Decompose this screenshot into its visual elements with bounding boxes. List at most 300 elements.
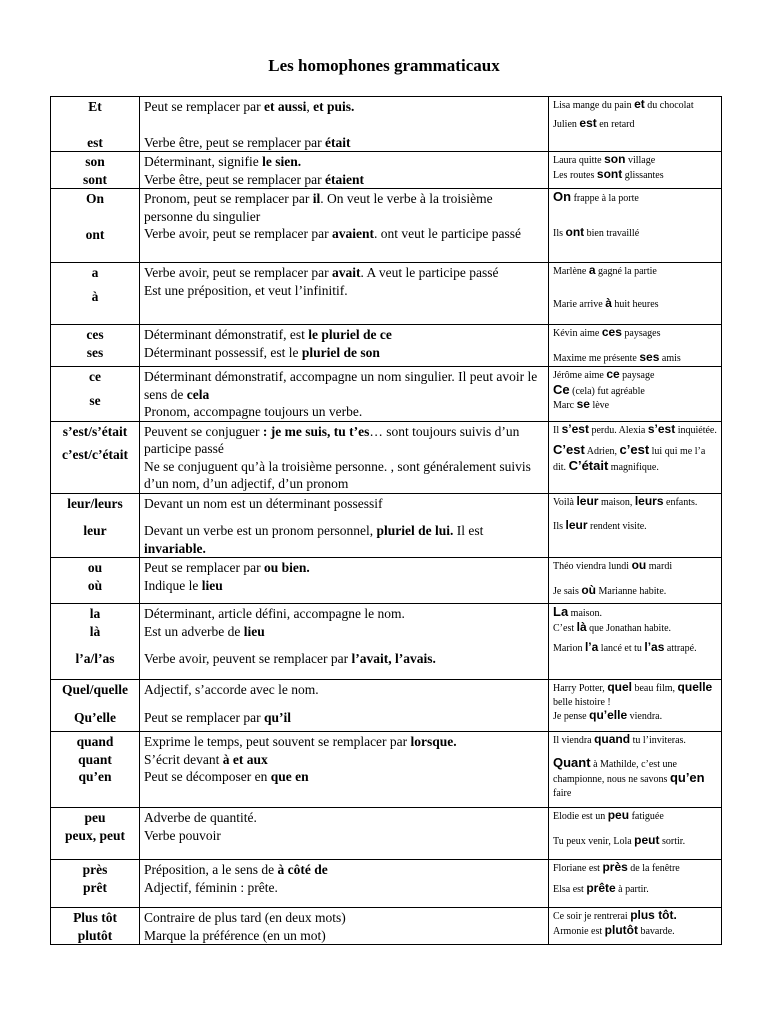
definition-line [144, 326, 544, 344]
definition-line [144, 495, 544, 513]
example-line [553, 368, 717, 383]
text-run: Ils [553, 521, 566, 532]
text-run: faire [553, 787, 572, 799]
text-run: Les routes [553, 169, 597, 181]
example-line [553, 559, 717, 574]
example-cell [549, 558, 722, 604]
text-run: Julien [553, 118, 580, 130]
example-cell [549, 860, 722, 908]
highlighted-word: le pluriel de ce [308, 327, 392, 342]
definition-cell [140, 97, 549, 152]
example-line [553, 423, 717, 438]
highlighted-word: peut [634, 832, 660, 847]
text-run: Devant un verbe est un pronom personnel, [144, 523, 377, 538]
example-line [553, 756, 717, 801]
homophone-word: On [85, 191, 104, 206]
highlighted-word: plus tôt. [630, 908, 677, 922]
homophone-word: ou [87, 560, 103, 575]
text-run: Peut se décomposer en [144, 769, 271, 784]
definition-cell [140, 263, 549, 325]
highlighted-word: sont [596, 166, 623, 181]
definition-cell [140, 325, 549, 367]
highlighted-word: peu [607, 808, 630, 822]
homophone-word: qu’en [78, 769, 112, 784]
table-row [51, 97, 722, 152]
example-cell [549, 263, 722, 325]
page-title: Les homophones grammaticaux [268, 56, 500, 75]
definition-line [144, 153, 544, 171]
example-line [553, 383, 717, 399]
text-run: lève [589, 400, 610, 411]
table-row [51, 908, 722, 945]
definition-line [144, 368, 544, 403]
table-row [51, 493, 722, 558]
definition-line [144, 909, 544, 927]
text-run: attrapé. [664, 643, 697, 654]
example-line [553, 98, 717, 113]
text-run: lancé et tu [598, 643, 645, 654]
highlighted-word: invariable. [144, 540, 206, 556]
word-cell [51, 421, 140, 493]
text-run: Il est [453, 523, 484, 538]
text-run: Ne se conjuguent qu’à la troisième personne. , sont généralement suivis d’un nom, d’un adjectif, d’un pronom [144, 458, 531, 491]
example-line [553, 809, 717, 824]
example-line [553, 495, 717, 510]
highlighted-word: lieu [243, 623, 265, 639]
example-line [553, 398, 717, 413]
text-run: . On veut le verbe à la troisième personne du singulier [144, 191, 493, 224]
example-line [553, 709, 717, 724]
highlighted-word: que en [270, 769, 309, 784]
highlighted-word: là [576, 619, 587, 634]
text-run: Déterminant démonstratif, accompagne un nom singulier. Il peut avoir le sens de [144, 369, 538, 402]
definition-line [144, 423, 544, 458]
example-line [553, 924, 717, 939]
text-run: Marianne habite. [596, 585, 667, 597]
example-line [553, 605, 717, 621]
highlighted-word: La [553, 604, 569, 619]
homophone-word: sont [82, 171, 107, 187]
definition-cell [140, 732, 549, 808]
definition-line [144, 264, 544, 282]
word-cell [51, 808, 140, 860]
text-run: Est une préposition, et veut l’infinitif. [144, 282, 348, 298]
text-run: perdu. Alexia [588, 424, 648, 436]
homophone-word: à [91, 288, 99, 304]
text-run: Pronom, peut se remplacer par [144, 191, 313, 206]
example-line [553, 733, 717, 748]
text-run: enfants. [663, 496, 698, 508]
highlighted-word: ces [601, 325, 622, 339]
homophone-word: c’est/c’était [62, 447, 128, 462]
definition-line [144, 927, 544, 945]
highlighted-word: l’a [584, 640, 599, 654]
text-run: glissantes [622, 169, 664, 181]
text-run: Lisa mange du pain [553, 100, 635, 111]
definition-line [144, 559, 544, 577]
text-run: mardi [646, 561, 673, 572]
text-run: Pronom, accompagne toujours un verbe. [144, 404, 363, 419]
highlighted-word: ou [631, 558, 647, 572]
table-row [51, 421, 722, 493]
definition-line [144, 768, 544, 786]
highlighted-word: : je me suis, tu t’es [262, 423, 370, 439]
text-run: Je sais [553, 585, 582, 597]
example-line [553, 681, 717, 709]
highlighted-word: quel [607, 680, 632, 694]
homophone-word: l’a/l’as [75, 651, 115, 666]
text-run: . ont veut le participe passé [374, 226, 521, 241]
definition-line [144, 861, 544, 879]
definition-line [144, 809, 544, 827]
text-run: viendra. [627, 711, 663, 722]
text-run: Marque la préférence (en un mot) [144, 927, 326, 943]
definition-line [144, 98, 544, 116]
text-run: de la fenêtre [627, 863, 680, 874]
example-line [553, 297, 717, 312]
definition-cell [140, 189, 549, 263]
word-cell [51, 189, 140, 263]
word-cell [51, 732, 140, 808]
word-cell [51, 97, 140, 152]
text-run: belle histoire ! [553, 696, 611, 708]
homophone-word: a [91, 265, 99, 280]
definition-cell [140, 680, 549, 732]
text-run: Tu peux venir, Lola [553, 835, 635, 847]
example-cell [549, 97, 722, 152]
definition-line [144, 650, 544, 668]
definition-line [144, 827, 544, 845]
highlighted-word: ses [639, 349, 660, 364]
highlighted-word: s’est [561, 421, 589, 436]
definition-line [144, 522, 544, 557]
example-cell [549, 604, 722, 680]
definition-line [144, 709, 544, 727]
highlighted-word: s’est [647, 421, 676, 436]
text-run: lui qui me l’a dit. [553, 446, 706, 473]
highlighted-word: ont [565, 224, 585, 239]
definition-cell [140, 367, 549, 422]
text-run: huit heures [611, 298, 659, 310]
text-run: inquiétée. [675, 424, 717, 436]
homophone-word: plutôt [77, 927, 113, 943]
text-run: Devant un nom est un déterminant possessif [144, 495, 383, 511]
highlighted-word: et aussi [263, 99, 307, 114]
word-cell [51, 860, 140, 908]
table-row [51, 152, 722, 189]
text-run: paysages [621, 328, 661, 339]
highlighted-word: et puis. [313, 99, 355, 114]
text-run: Adrien, [584, 446, 620, 457]
text-run: Verbe avoir, peut se remplacer par [144, 226, 332, 241]
highlighted-word: à côté de [277, 862, 328, 877]
example-line [553, 861, 717, 876]
highlighted-word: c’est [619, 442, 650, 457]
homophone-word: Qu’elle [74, 709, 116, 725]
highlighted-word: à [605, 295, 612, 310]
highlighted-word: pluriel de son [301, 344, 380, 360]
definition-cell [140, 152, 549, 189]
homophone-word: prêt [83, 879, 107, 895]
homophone-word: peu [84, 810, 106, 825]
text-run: frappe à la porte [571, 193, 639, 204]
text-run: Marie arrive [553, 298, 606, 310]
text-run: . A veut le participe passé [360, 265, 499, 280]
definition-line [144, 403, 544, 421]
example-line [553, 326, 717, 341]
example-cell [549, 493, 722, 558]
example-cell [549, 367, 722, 422]
definition-line [144, 733, 544, 751]
homophone-word: peux, peut [64, 827, 125, 843]
text-run: Maxime me présente [553, 352, 640, 364]
table-row [51, 263, 722, 325]
text-run: Verbe avoir, peut se remplacer par [144, 265, 332, 280]
definition-cell [140, 493, 549, 558]
definition-cell [140, 421, 549, 493]
table-row [51, 604, 722, 680]
highlighted-word: quelle [677, 680, 713, 694]
highlighted-word: a [588, 263, 596, 277]
example-line [553, 519, 717, 534]
text-run: Marlène [553, 266, 589, 277]
highlighted-word: Quant [553, 754, 591, 770]
text-run: Kévin aime [553, 328, 602, 339]
definition-line [144, 282, 544, 300]
highlighted-word: lorsque. [410, 734, 457, 749]
example-cell [549, 680, 722, 732]
table-row [51, 808, 722, 860]
text-run: Peut se remplacer par [144, 560, 264, 575]
text-run: bien travaillé [584, 227, 640, 239]
homophone-word: son [85, 154, 105, 169]
example-line [553, 226, 717, 241]
text-run: paysage [619, 370, 655, 381]
table-row [51, 367, 722, 422]
table-row [51, 558, 722, 604]
table-row [51, 860, 722, 908]
definition-line [144, 225, 544, 243]
homophone-word: ce [89, 369, 101, 384]
text-run: tu l’inviteras. [630, 735, 686, 746]
word-cell [51, 680, 140, 732]
highlighted-word: son [604, 152, 626, 166]
text-run: Préposition, a le sens de [144, 862, 278, 877]
definition-line [144, 751, 544, 769]
text-run: Marion [553, 643, 585, 654]
highlighted-word: pluriel de lui. [376, 523, 454, 538]
example-cell [549, 732, 722, 808]
example-line [553, 168, 717, 183]
text-run: Exprime le temps, peut souvent se remplacer par [144, 734, 411, 749]
text-run: en retard [596, 118, 635, 130]
definition-line [144, 605, 544, 623]
text-run: rendent visite. [587, 521, 647, 532]
highlighted-word: l’avait, l’avais. [351, 651, 436, 666]
text-run: Verbe être, peut se remplacer par [144, 134, 326, 150]
text-run: du chocolat [644, 100, 694, 111]
definition-line [144, 681, 544, 699]
homophone-word: quand [76, 734, 114, 749]
definition-line [144, 623, 544, 641]
text-run: maison. [568, 608, 603, 619]
text-run: , [306, 99, 314, 114]
text-run: (cela) fut agréable [569, 385, 645, 397]
text-run: magnifique. [608, 461, 659, 473]
example-line [553, 584, 717, 599]
text-run: gagné la partie [595, 266, 657, 277]
homophone-word: Et [88, 99, 102, 114]
highlighted-word: l’as [644, 640, 665, 654]
text-run: C’est [553, 622, 577, 634]
table-row [51, 189, 722, 263]
homophone-word: se [89, 392, 101, 408]
text-run: Verbe pouvoir [144, 827, 221, 843]
text-run: que Jonathan habite. [586, 622, 672, 634]
highlighted-word: à et aux [222, 751, 268, 767]
highlighted-word: où [581, 582, 597, 597]
text-run: beau film, [631, 683, 678, 694]
highlighted-word: qu’il [263, 709, 291, 725]
homophone-word: Quel/quelle [61, 682, 128, 697]
highlighted-word: On [553, 189, 572, 204]
text-run: à Mathilde, c’est une championne, nous ne savons [553, 758, 677, 785]
text-run: fatiguée [629, 811, 664, 822]
word-cell [51, 604, 140, 680]
example-cell [549, 152, 722, 189]
text-run: Elodie est un [553, 811, 608, 822]
highlighted-word: C’est [553, 442, 585, 457]
text-run: Floriane est [553, 863, 603, 874]
highlighted-word: Ce [553, 381, 570, 397]
text-run: Il [553, 424, 562, 436]
definition-line [144, 458, 544, 493]
text-run: Armonie est [553, 925, 605, 937]
highlighted-word: leurs [634, 493, 664, 508]
text-run: S’écrit devant [144, 751, 223, 767]
text-run: … sont toujours suivis d’un participe passé [144, 423, 520, 456]
text-run: Harry Potter, [553, 683, 608, 694]
highlighted-word: leur [576, 493, 599, 508]
text-run: Elsa est [553, 883, 587, 895]
highlighted-word: ce [606, 367, 620, 381]
text-run: Adverbe de quantité. [144, 810, 257, 825]
text-run: Indique le [144, 577, 202, 593]
homophones-table [50, 96, 722, 945]
homophone-word: s’est/s’était [62, 423, 128, 439]
highlighted-word: avait [332, 265, 361, 280]
highlighted-word: étaient [325, 171, 365, 187]
text-run: Je pense [553, 711, 590, 722]
highlighted-word: cela [186, 386, 210, 402]
text-run: Marc [553, 400, 577, 411]
example-cell [549, 808, 722, 860]
example-cell [549, 325, 722, 367]
example-cell [549, 189, 722, 263]
highlighted-word: prête [586, 880, 616, 895]
highlighted-word: leur [565, 518, 588, 532]
highlighted-word: près [602, 860, 628, 874]
word-cell [51, 367, 140, 422]
definition-cell [140, 860, 549, 908]
homophone-word: près [82, 862, 108, 877]
highlighted-word: est [579, 115, 597, 130]
text-run: Ce soir je rentrerai [553, 911, 631, 922]
highlighted-word: C’était [568, 457, 609, 473]
definition-line [144, 190, 544, 225]
example-line [553, 153, 717, 168]
homophone-word: là [89, 623, 101, 639]
text-run: Est un adverbe de [144, 623, 244, 639]
text-run: Jérôme aime [553, 370, 607, 381]
definition-line [144, 577, 544, 595]
highlighted-word: il [312, 191, 321, 206]
text-run: maison, [598, 496, 635, 508]
homophone-word: leur [83, 523, 107, 538]
definition-cell [140, 604, 549, 680]
highlighted-word: lieu [201, 577, 223, 593]
text-run: Peut se remplacer par [144, 99, 264, 114]
highlighted-word: quand [594, 732, 631, 746]
example-line [553, 264, 717, 279]
text-run: Peut se remplacer par [144, 709, 264, 725]
text-run: Peuvent se conjuguer [144, 423, 263, 439]
highlighted-word: plutôt [604, 922, 638, 937]
table-row [51, 325, 722, 367]
text-run: Déterminant, article défini, accompagne le nom. [144, 606, 405, 621]
example-line [553, 117, 717, 132]
highlighted-word: avaient [332, 226, 374, 241]
word-cell [51, 493, 140, 558]
definition-line [144, 171, 544, 189]
highlighted-word: ou bien. [263, 560, 310, 575]
text-run: Adjectif, s’accorde avec le nom. [144, 682, 319, 697]
word-cell [51, 908, 140, 945]
example-line [553, 882, 717, 897]
homophone-word: ont [85, 226, 105, 242]
definition-line [144, 134, 544, 152]
text-run: Verbe avoir, peuvent se remplacer par [144, 651, 352, 666]
text-run: Voilà [553, 496, 577, 508]
text-run: Théo viendra lundi [553, 561, 632, 572]
highlighted-word: était [325, 134, 351, 150]
example-line [553, 834, 717, 849]
word-cell [51, 558, 140, 604]
homophone-word: ces [86, 327, 104, 342]
text-run: Adjectif, féminin : prête. [144, 879, 278, 895]
example-line [553, 641, 717, 656]
text-run: Déterminant démonstratif, est [144, 327, 309, 342]
homophone-word: leur/leurs [67, 495, 123, 511]
homophone-word: Plus tôt [73, 910, 117, 925]
word-cell [51, 325, 140, 367]
example-line [553, 351, 717, 366]
text-run: sortir. [659, 835, 686, 847]
highlighted-word: le sien. [262, 154, 302, 169]
text-run: bavarde. [637, 925, 675, 937]
text-run: à partir. [615, 883, 649, 895]
example-line [553, 443, 717, 474]
example-cell [549, 908, 722, 945]
text-run: amis [659, 352, 681, 364]
homophone-word: quant [78, 751, 112, 767]
text-run: Il viendra [553, 735, 595, 746]
highlighted-word: qu’en [669, 770, 705, 785]
definition-line [144, 879, 544, 897]
text-run: Verbe être, peut se remplacer par [144, 171, 326, 187]
definition-cell [140, 558, 549, 604]
homophone-word: où [87, 577, 103, 593]
